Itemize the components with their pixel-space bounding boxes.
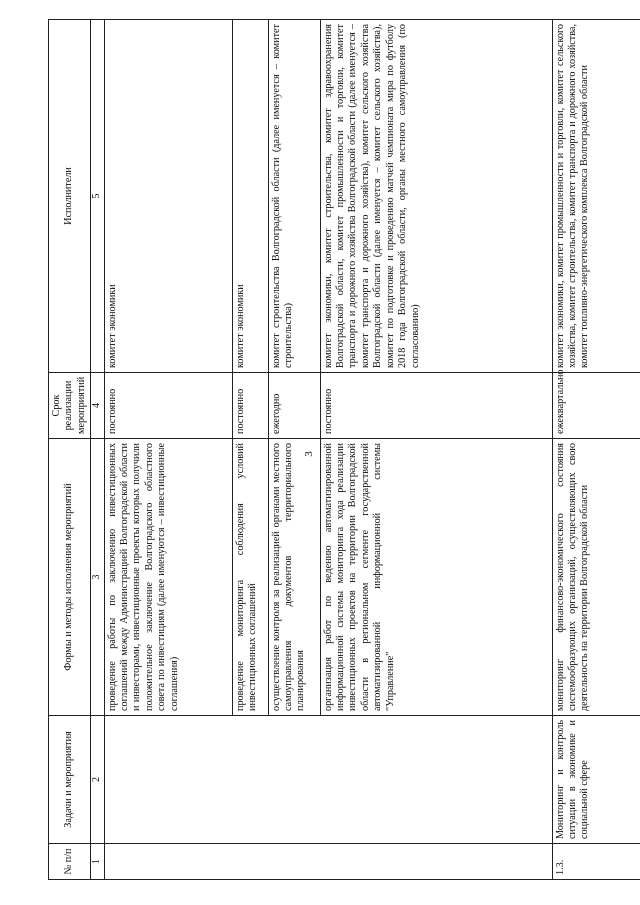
table-row	[320, 20, 552, 880]
row-form: осуществление контроля за реализацией органами местного самоуправления документов территориального планирования	[268, 439, 320, 716]
row-task	[320, 716, 552, 844]
col-number: 1	[91, 844, 104, 880]
col-number: 5	[91, 20, 104, 373]
row-task: Мониторинг и контроль ситуации в экономике и социальной сфере	[552, 716, 640, 844]
table-row	[232, 20, 268, 880]
events-table	[48, 19, 640, 880]
row-task	[104, 716, 232, 844]
col-number: 4	[91, 373, 104, 439]
col-number: 2	[91, 716, 104, 844]
row-num: 1.3.	[552, 844, 640, 880]
row-exec: комитет строительства Волгоградской области (далее именуется – комитет строительства)	[268, 20, 320, 373]
row-term: постоянно	[104, 373, 232, 439]
col-number: 3	[91, 439, 104, 716]
row-term: постоянно	[320, 373, 552, 439]
row-num	[104, 844, 232, 880]
header-term: Срок реализации мероприятий	[49, 373, 91, 439]
header-exec: Исполнители	[49, 20, 91, 373]
row-term: ежегодно	[268, 373, 320, 439]
row-term: постоянно	[232, 373, 268, 439]
table-row	[552, 20, 640, 880]
row-form: проведение мониторинга соблюдения условий инвестиционных соглашений	[232, 439, 268, 716]
row-num	[268, 844, 320, 880]
table-row	[104, 20, 232, 880]
table-row	[268, 20, 320, 880]
header-task: Задачи и мероприятия	[49, 716, 91, 844]
row-task	[232, 716, 268, 844]
table-header-row	[49, 20, 91, 880]
row-form: проведение работы по заключению инвестиционных соглашений между Администрацией Волгоградской области и инвесторами, инвестиционные проекты которых получили положительное заключение Волгоградского областного совета по инвестициям (далее именуются – инвестиционные соглашения)	[104, 439, 232, 716]
row-term: ежеквартально	[552, 373, 640, 439]
header-form: Формы и методы исполнения мероприятий	[49, 439, 91, 716]
row-exec: комитет экономики	[104, 20, 232, 373]
column-number-row	[91, 20, 104, 880]
row-num	[232, 844, 268, 880]
row-task	[268, 716, 320, 844]
row-num	[320, 844, 552, 880]
row-exec: комитет экономики, комитет промышленности и торговли, комитет сельского хозяйства, комитет строительства, комитет транспорта и дорожного хозяйства, комитет топливно-энергетического комплекса Волгоградской области	[552, 20, 640, 373]
row-form: организация работ по ведению автоматизированной информационной системы мониторинга хода реализации инвестиционных проектов на территории Волгоградской области в региональном сегменте государственной автоматизированной информационной системы "Управление"	[320, 439, 552, 716]
page-number: 3	[302, 451, 315, 457]
row-form: мониторинг финансово-экономического состояния системообразующих организаций, осуществляющих свою деятельность на территории Волгоградской области	[552, 439, 640, 716]
rotated-document	[48, 20, 596, 880]
row-exec: комитет экономики	[232, 20, 268, 373]
row-exec: комитет экономики, комитет строительства, комитет здравоохранения Волгоградской области, комитет промышленности и торговли, комитет транспорта и дорожного хозяйства Волгоградской области (далее именуется – комитет транспорта и дорожного хозяйства), комитет сельского хозяйства Волгоградской области (далее именуется – комитет сельского хозяйства), комитет по подготовке и проведению матчей чемпионата мира по футболу 2018 года Волгоградской области, органы местного самоуправления (по согласованию)	[320, 20, 552, 373]
header-num: № п/п	[49, 844, 91, 880]
